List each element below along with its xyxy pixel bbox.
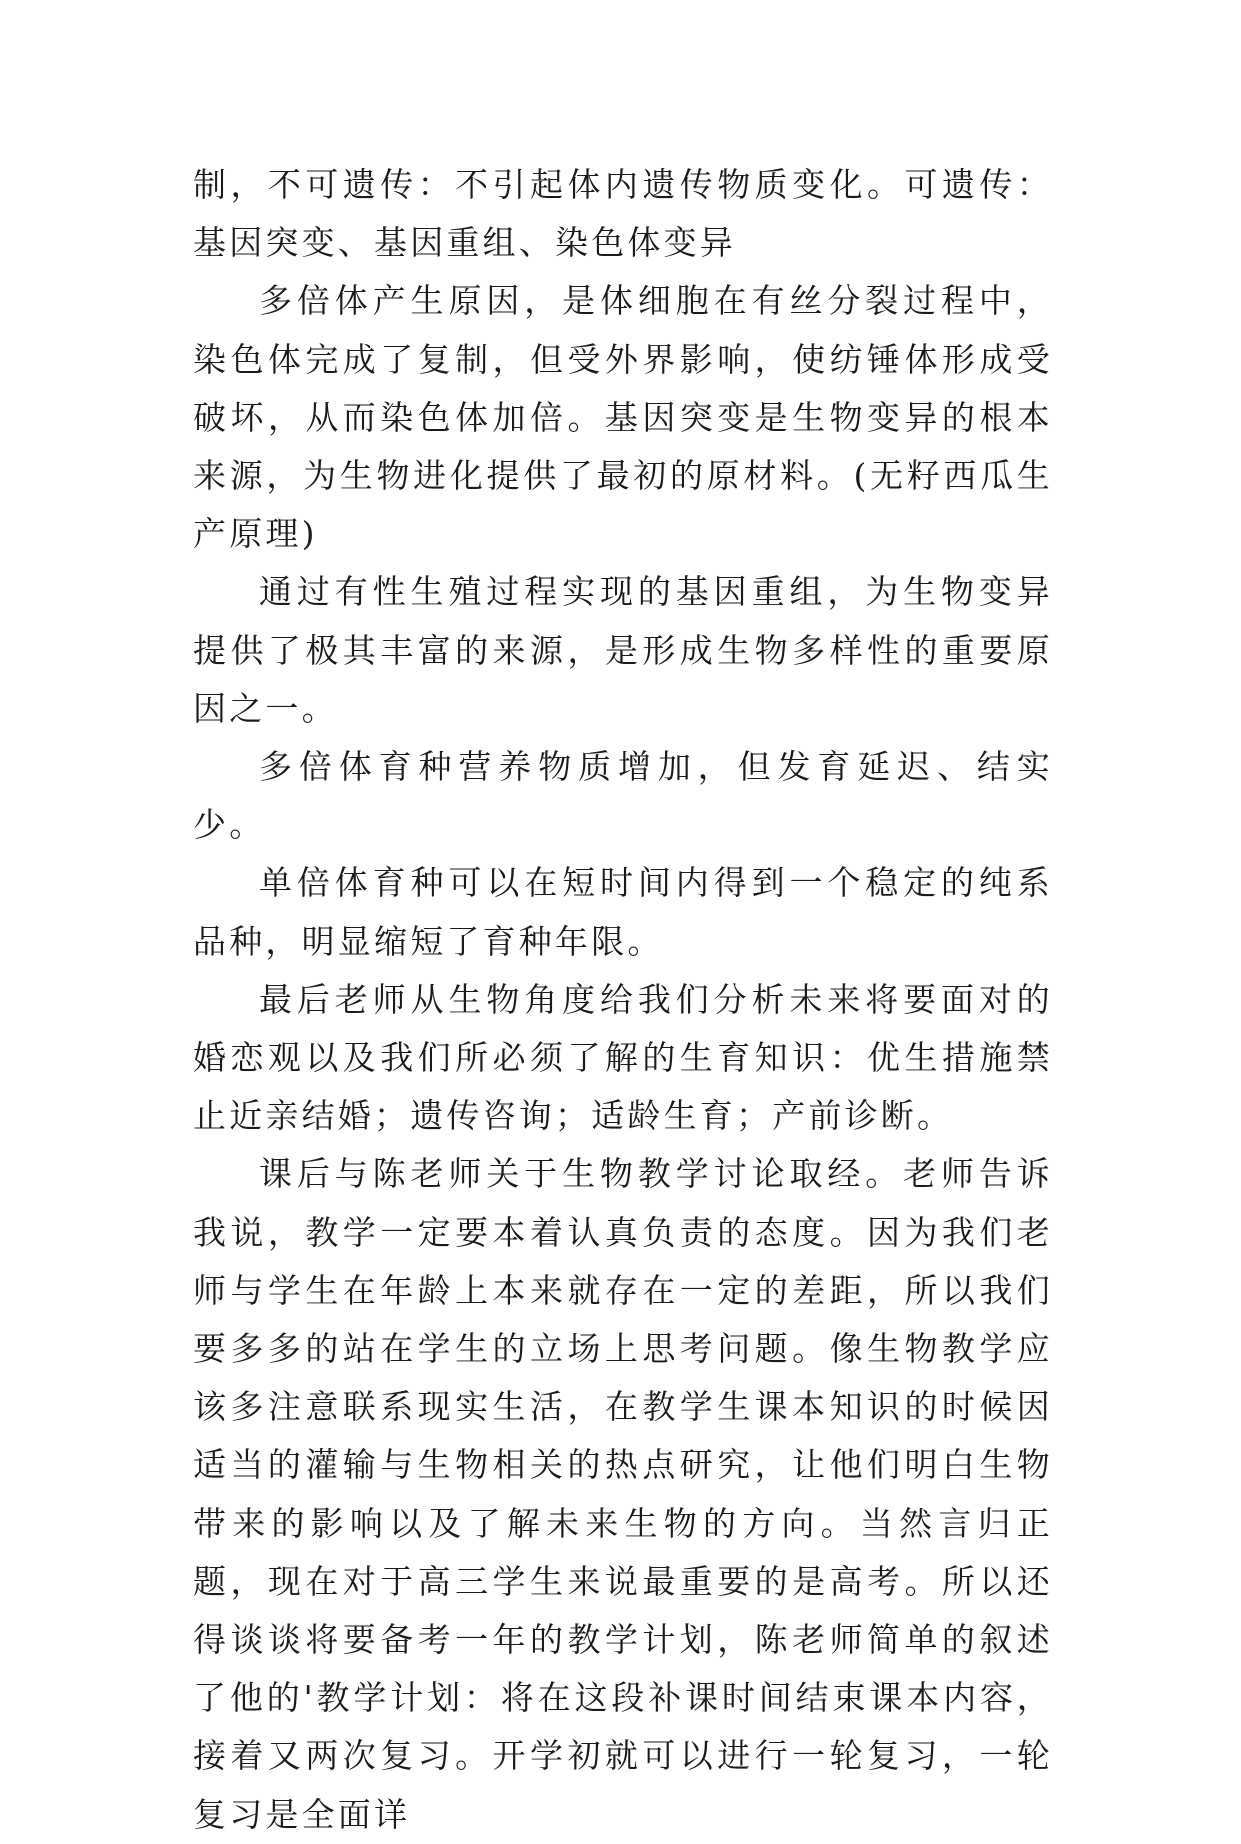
paragraph-3: 通过有性生殖过程实现的基因重组，为生物变异提供了极其丰富的来源，是形成生物多样性的重要原因之一。 bbox=[193, 572, 1053, 728]
paragraph-5: 单倍体育种可以在短时间内得到一个稳定的纯系品种，明显缩短了育种年限。 bbox=[193, 863, 1053, 961]
paragraph-2: 多倍体产生原因，是体细胞在有丝分裂过程中，染色体完成了复制，但受外界影响，使纺锤体形成受破坏，从而染色体加倍。基因突变是生物变异的根本来源，为生物进化提供了最初的原材料。(无籽西瓜生产原理) bbox=[193, 281, 1053, 554]
paragraph-4: 多倍体育种营养物质增加，但发育延迟、结实少。 bbox=[193, 747, 1053, 845]
paragraph-1: 制，不可遗传：不引起体内遗传物质变化。可遗传：基因突变、基因重组、染色体变异 bbox=[193, 165, 1053, 263]
document-body bbox=[193, 156, 1053, 1844]
paragraph-6: 最后老师从生物角度给我们分析未来将要面对的婚恋观以及我们所必须了解的生育知识：优生措施禁止近亲结婚；遗传咨询；适龄生育；产前诊断。 bbox=[193, 979, 1053, 1136]
paragraph-7: 课后与陈老师关于生物教学讨论取经。老师告诉我说，教学一定要本着认真负责的态度。因为我们老师与学生在年龄上本来就存在一定的差距，所以我们要多多的站在学生的立场上思考问题。像生物教学应该多注意联系现实生活，在教学生课本知识的时候因适当的灌输与生物相关的热点研究，让他们明白生物带来的影响以及了解未来生物的方向。当然言归正题，现在对于高三学生来说最重要的是高考。所以还得谈谈将要备考一年的教学计划，陈老师简单的叙述了他的'教学计划：将在这段补课时间结束课本内容，接着又两次复习。开学初就可以进行一轮复习，一轮复习是全面详 bbox=[193, 1154, 1053, 1834]
